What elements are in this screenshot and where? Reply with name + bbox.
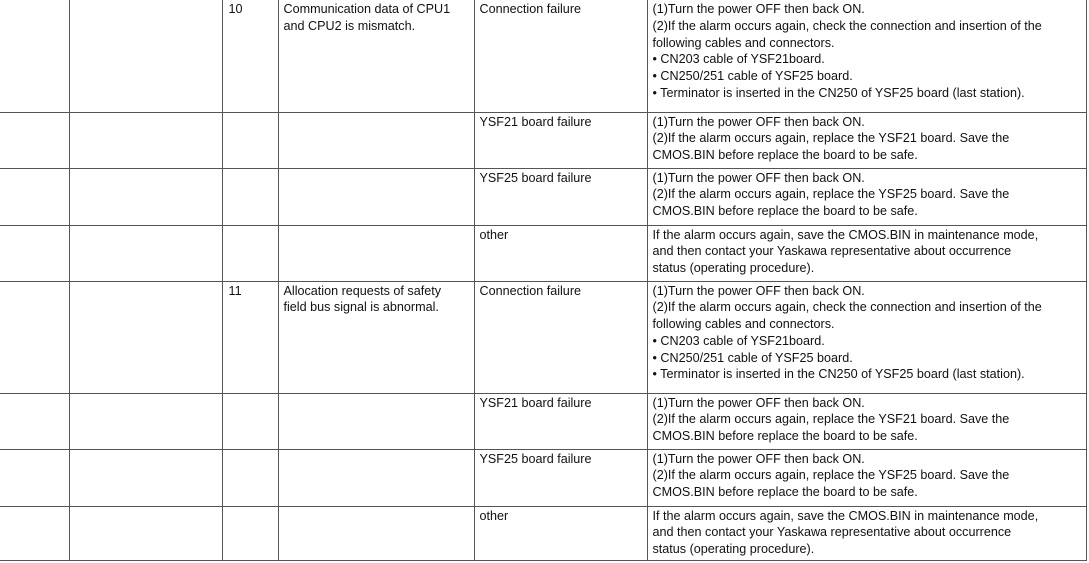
meaning-line: and CPU2 is mismatch. (283, 18, 416, 33)
remedy-line: (1)Turn the power OFF then back ON. (652, 283, 865, 298)
remedy-line: following cables and connectors. (652, 317, 835, 332)
sub-code-cell (222, 449, 278, 506)
table-row (0, 449, 1086, 506)
blank-cell (69, 112, 222, 168)
meaning-cell (278, 506, 474, 560)
remedy-line: status (operating procedure). (652, 542, 815, 557)
sub-code-cell (222, 506, 278, 560)
remedy-line: • CN203 cable of YSF21board. (652, 52, 825, 67)
remedy-line: • CN250/251 cable of YSF25 board. (652, 350, 853, 365)
remedy-line: and then contact your Yaskawa representative about occurrence (652, 525, 1012, 540)
remedy-line: following cables and connectors. (652, 35, 835, 50)
remedy-cell (647, 281, 1086, 393)
sub-code-cell (222, 393, 278, 449)
table-row (0, 506, 1086, 560)
meaning-line: Communication data of CPU1 (283, 2, 451, 16)
table-row (0, 0, 1086, 112)
blank-cell (0, 168, 69, 225)
blank-cell (69, 225, 222, 281)
remedy-line: (2)If the alarm occurs again, replace the YSF25 board. Save the (652, 468, 1010, 483)
cause-cell (474, 0, 647, 112)
remedy-line: • CN250/251 cable of YSF25 board. (652, 69, 853, 84)
blank-cell (69, 281, 222, 393)
meaning-line: Allocation requests of safety (283, 283, 442, 298)
remedy-line: (1)Turn the power OFF then back ON. (652, 395, 865, 410)
remedy-cell (647, 112, 1086, 168)
meaning-line: field bus signal is abnormal. (283, 300, 439, 315)
remedy-line: (1)Turn the power OFF then back ON. (652, 170, 865, 185)
table-row (0, 168, 1086, 225)
blank-cell (0, 225, 69, 281)
sub-code-cell (222, 112, 278, 168)
blank-cell (0, 112, 69, 168)
remedy-line: (2)If the alarm occurs again, replace the YSF21 board. Save the (652, 412, 1010, 427)
remedy-line: (2)If the alarm occurs again, check the connection and insertion of the (652, 300, 1042, 315)
blank-cell (69, 449, 222, 506)
remedy-line: CMOS.BIN before replace the board to be safe. (652, 429, 918, 444)
cause-cell (474, 506, 647, 560)
blank-cell (0, 393, 69, 449)
blank-cell (69, 0, 222, 112)
meaning-cell (278, 112, 474, 168)
cause-text: YSF21 board failure (479, 114, 592, 129)
remedy-cell (647, 506, 1086, 560)
remedy-cell (647, 225, 1086, 281)
remedy-line: If the alarm occurs again, save the CMOS.BIN in maintenance mode, (652, 227, 1039, 242)
remedy-line: If the alarm occurs again, save the CMOS.BIN in maintenance mode, (652, 508, 1039, 523)
meaning-cell (278, 168, 474, 225)
remedy-line: • CN203 cable of YSF21board. (652, 333, 825, 348)
remedy-line: CMOS.BIN before replace the board to be safe. (652, 148, 918, 163)
blank-cell (0, 0, 69, 112)
remedy-line: CMOS.BIN before replace the board to be safe. (652, 204, 918, 219)
blank-cell (0, 281, 69, 393)
cause-text: YSF21 board failure (479, 395, 592, 410)
cause-cell (474, 112, 647, 168)
remedy-cell (647, 449, 1086, 506)
sub-code-cell (222, 168, 278, 225)
remedy-line: • Terminator is inserted in the CN250 of YSF25 board (last station). (652, 85, 1025, 100)
table-row (0, 112, 1086, 168)
sub-code-cell (222, 0, 278, 112)
blank-cell (69, 393, 222, 449)
remedy-line: • Terminator is inserted in the CN250 of YSF25 board (last station). (652, 367, 1025, 382)
blank-cell (0, 506, 69, 560)
sub-code: 11 (228, 283, 242, 298)
cause-cell (474, 281, 647, 393)
remedy-line: (1)Turn the power OFF then back ON. (652, 114, 865, 129)
remedy-line: (2)If the alarm occurs again, check the connection and insertion of the (652, 18, 1042, 33)
meaning-cell (278, 0, 474, 112)
blank-cell (69, 506, 222, 560)
blank-cell (69, 168, 222, 225)
cause-text: YSF25 board failure (479, 170, 592, 185)
meaning-cell (278, 393, 474, 449)
cause-text: YSF25 board failure (479, 451, 592, 466)
cause-text: Connection failure (479, 2, 582, 16)
blank-cell (0, 449, 69, 506)
remedy-line: status (operating procedure). (652, 261, 815, 276)
cause-cell (474, 393, 647, 449)
cause-text: other (479, 227, 509, 242)
sub-code: 10 (228, 2, 243, 16)
cause-text: Connection failure (479, 283, 582, 298)
sub-code-cell (222, 281, 278, 393)
remedy-cell (647, 393, 1086, 449)
cause-text: other (479, 508, 509, 523)
remedy-line: (1)Turn the power OFF then back ON. (652, 451, 865, 466)
remedy-line: and then contact your Yaskawa representative about occurrence (652, 244, 1012, 259)
meaning-cell (278, 225, 474, 281)
remedy-line: CMOS.BIN before replace the board to be safe. (652, 485, 918, 500)
cause-cell (474, 449, 647, 506)
remedy-cell (647, 0, 1086, 112)
remedy-line: (1)Turn the power OFF then back ON. (652, 2, 865, 16)
meaning-cell (278, 281, 474, 393)
table-row (0, 225, 1086, 281)
cause-cell (474, 225, 647, 281)
meaning-cell (278, 449, 474, 506)
remedy-line: (2)If the alarm occurs again, replace the YSF25 board. Save the (652, 187, 1010, 202)
table-row (0, 393, 1086, 449)
table-row (0, 281, 1086, 393)
sub-code-cell (222, 225, 278, 281)
cause-cell (474, 168, 647, 225)
remedy-line: (2)If the alarm occurs again, replace the YSF21 board. Save the (652, 131, 1010, 146)
remedy-cell (647, 168, 1086, 225)
